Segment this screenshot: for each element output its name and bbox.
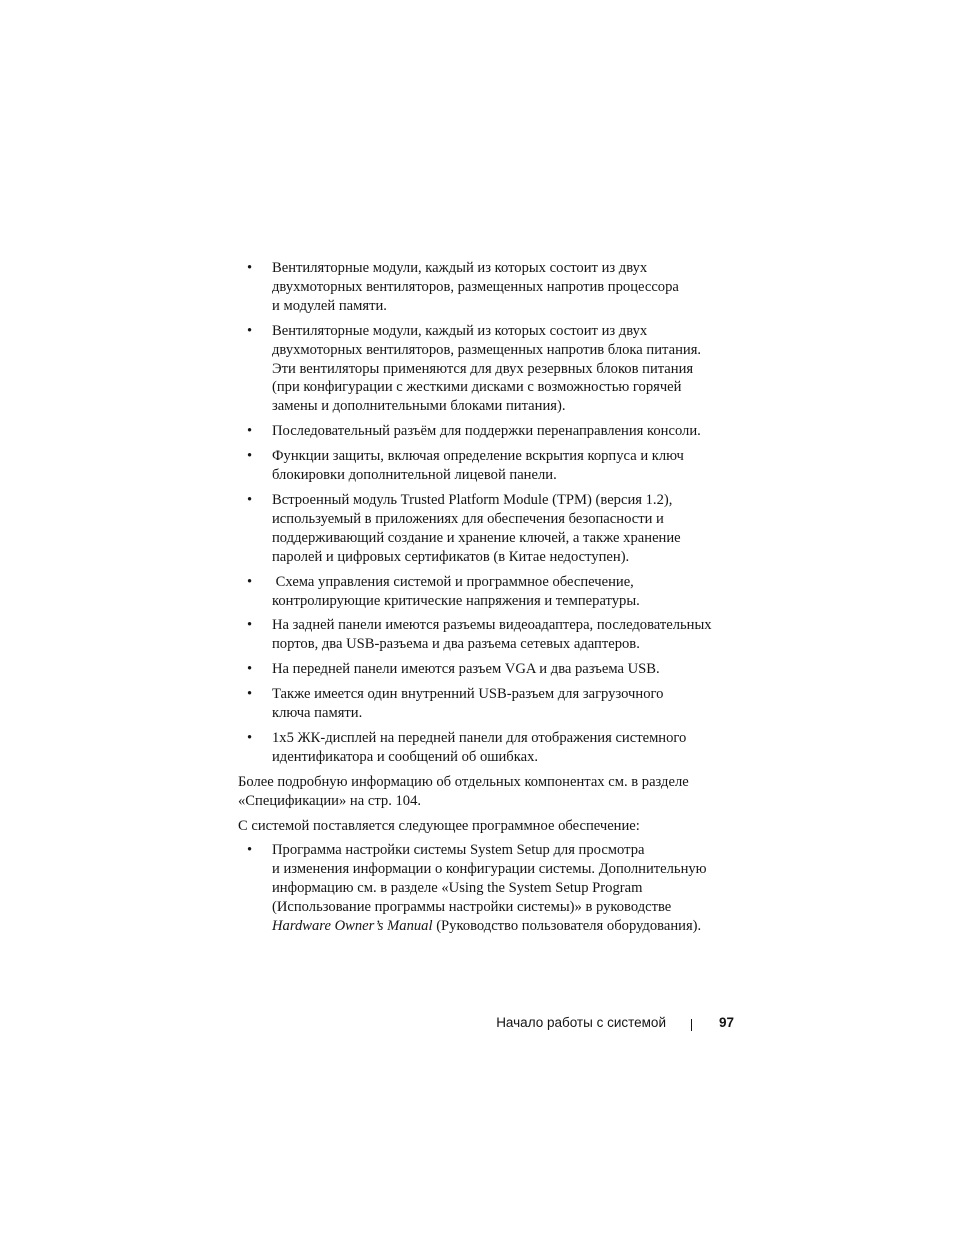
text-line: «Спецификации» на стр. 104. xyxy=(238,792,422,809)
text-line: и изменения информации о конфигурации системы. Дополнительную xyxy=(272,861,707,878)
list-item xyxy=(238,685,738,723)
list-item xyxy=(238,491,738,567)
text-line: информацию см. в разделе «Using the System Setup Program xyxy=(272,880,643,897)
manual-title-translation: (Руководство пользователя оборудования). xyxy=(432,918,702,935)
bullet: • xyxy=(247,260,253,276)
text-line: поддерживающий создание и хранение ключей, а также хранение xyxy=(272,529,681,546)
software-list xyxy=(238,841,738,936)
list-item xyxy=(238,616,738,654)
list-item xyxy=(238,660,738,679)
text-line: замены и дополнительными блоками питания). xyxy=(272,398,566,415)
list-item xyxy=(238,322,738,417)
text-line: Вентиляторные модули, каждый из которых состоит из двух xyxy=(272,260,648,276)
text-line: портов, два USB-разъема и два разъема сетевых адаптеров. xyxy=(272,636,640,653)
list-item xyxy=(238,447,738,485)
list-item xyxy=(238,422,738,441)
text-line: Более подробную информацию об отдельных компонентах см. в разделе xyxy=(238,773,689,790)
text-line: Последовательный разъём для поддержки перенаправления консоли. xyxy=(272,423,701,440)
text-line: Функции защиты, включая определение вскрытия корпуса и ключ xyxy=(272,448,684,465)
text-line: (при конфигурации с жесткими дисками с возможностью горячей xyxy=(272,379,682,396)
bullet: • xyxy=(247,842,253,859)
bullet: • xyxy=(247,686,253,703)
bullet: • xyxy=(247,617,253,634)
text-line: Программа настройки системы System Setup для просмотра xyxy=(272,842,645,859)
text-line: контролирующие критические напряжения и температуры. xyxy=(272,592,640,609)
list-item xyxy=(238,259,738,316)
text-line: На задней панели имеются разъемы видеоадаптера, последовательных xyxy=(272,617,712,634)
manual-title: Hardware Owner’s Manual xyxy=(272,918,433,935)
text-line: Вентиляторные модули, каждый из которых состоит из двух xyxy=(272,322,648,339)
list-item xyxy=(238,729,738,767)
text-line: двухмоторных вентиляторов, размещенных напротив блока питания. xyxy=(272,341,702,358)
text-line xyxy=(272,917,738,936)
text-line: Встроенный модуль Trusted Platform Module (TPM) (версия 1.2), xyxy=(272,491,673,508)
text-line: и модулей памяти. xyxy=(272,297,387,314)
feature-list xyxy=(238,259,738,767)
text-line: идентификатора и сообщений об ошибках. xyxy=(272,748,539,765)
text-line: Также имеется один внутренний USB-разъем для загрузочного xyxy=(272,686,664,703)
text-line: ключа памяти. xyxy=(272,705,363,722)
bullet: • xyxy=(247,573,253,590)
bullet: • xyxy=(247,491,253,508)
text-line: блокировки дополнительной лицевой панели. xyxy=(272,467,557,484)
text-line: 1x5 ЖК-дисплей на передней панели для отображения системного xyxy=(272,729,687,746)
footer-section-title: Начало работы с системой xyxy=(496,1015,666,1030)
page-number: 97 xyxy=(719,1015,735,1030)
text-line: Схема управления системой и программное обеспечение, xyxy=(272,573,634,590)
text-line: На передней панели имеются разъем VGA и два разъема USB. xyxy=(272,661,660,678)
software-intro-paragraph xyxy=(238,817,738,836)
text-line: двухмоторных вентиляторов, размещенных напротив процессора xyxy=(272,278,679,295)
bullet: • xyxy=(247,729,253,746)
text-line: С системой поставляется следующее программное обеспечение: xyxy=(238,817,640,834)
bullet: • xyxy=(247,661,253,678)
components-paragraph xyxy=(238,773,738,811)
bullet: • xyxy=(247,448,253,465)
bullet: • xyxy=(247,423,253,440)
text-line: используемый в приложениях для обеспечения безопасности и xyxy=(272,510,664,527)
footer-separator xyxy=(691,1019,692,1031)
page-footer xyxy=(0,1015,954,1035)
list-item xyxy=(238,573,738,611)
bullet: • xyxy=(247,322,253,339)
page-content xyxy=(238,259,738,942)
text-line: Эти вентиляторы применяются для двух резервных блоков питания xyxy=(272,360,694,377)
text-line: (Использование программы настройки системы)» в руководстве xyxy=(272,899,672,916)
list-item xyxy=(238,841,738,936)
text-line: паролей и цифровых сертификатов (в Китае недоступен). xyxy=(272,548,630,565)
